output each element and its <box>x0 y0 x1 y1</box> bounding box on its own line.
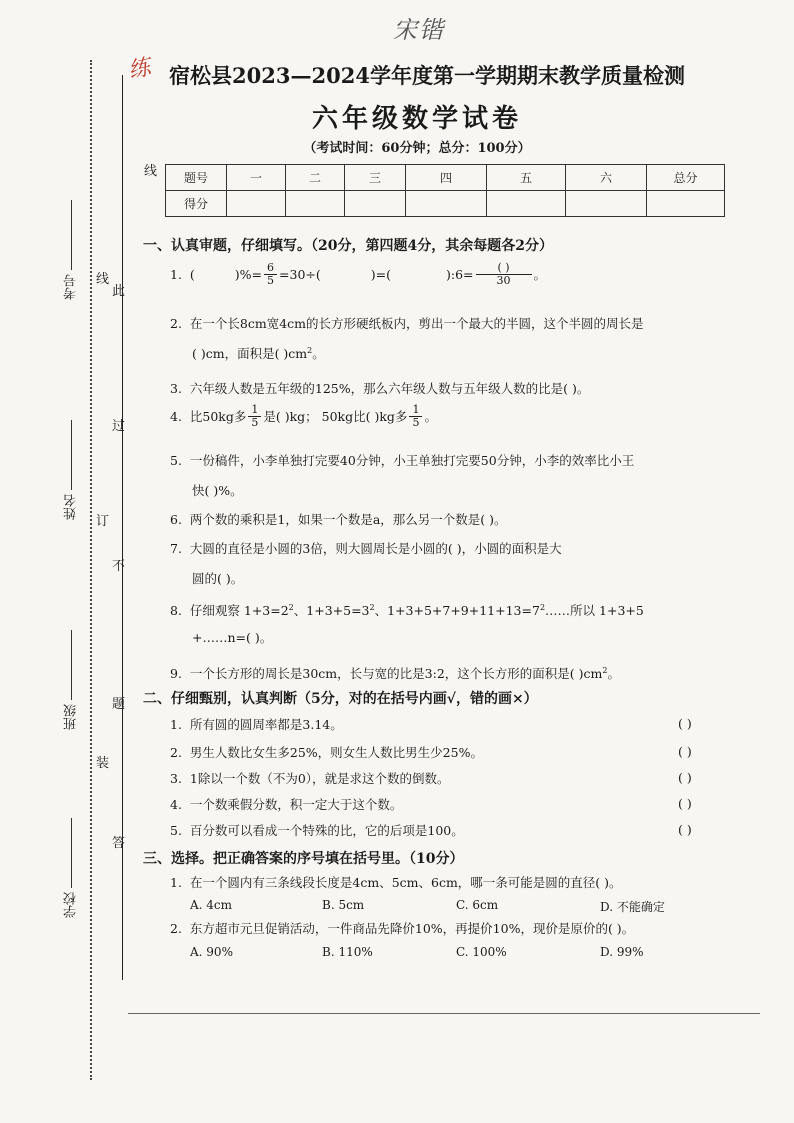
score-cell[interactable] <box>566 191 647 217</box>
score-cell[interactable] <box>286 191 345 217</box>
warning-char: 不 <box>112 559 126 574</box>
answer-paren[interactable]: ( ) <box>678 796 692 811</box>
binding-char: 线 <box>96 272 110 287</box>
judgment-item: 4. 一个数乘假分数，积一定大于这个数。 <box>170 797 403 812</box>
fraction: $\frac{1}{5}$ <box>409 404 422 429</box>
choice-option[interactable]: B. 5cm <box>322 898 365 912</box>
score-table-column: 二 <box>286 165 345 191</box>
warning-char: 答 <box>112 836 126 851</box>
choice-question: 2. 东方超市元旦促销活动，一件商品先降价10%，再提价10%，现价是原价的( )。 <box>170 921 635 936</box>
choice-option[interactable]: B. 110% <box>322 945 373 959</box>
handwritten-left-note: 练 <box>126 54 153 84</box>
question-1: 1. ( )%= $\frac{6}{5}$ =30÷( )=( ):6= $\frac{( )}{30}$ 。 <box>170 261 547 287</box>
question-7-cont: 圆的( )。 <box>192 571 244 586</box>
school-title: 宿松县2023—2024学年度第一学期期末教学质量检测 <box>169 63 685 88</box>
question-8-cont: +……n=( )。 <box>192 630 273 645</box>
choice-option[interactable]: D. 99% <box>600 945 644 959</box>
binding-char: 装 <box>96 756 110 771</box>
choice-option[interactable]: A. 90% <box>190 945 233 959</box>
score-cell[interactable] <box>487 191 566 217</box>
fraction: $\frac{1}{5}$ <box>248 404 261 429</box>
choice-option[interactable]: C. 6cm <box>456 898 499 912</box>
choice-option[interactable]: D. 不能确定 <box>600 900 665 914</box>
question-4: 4. 比50kg多 $\frac{1}{5}$ 是( )kg； 50kg比( )kg多 $\frac{1}{5}$ 。 <box>170 403 437 429</box>
score-cell[interactable] <box>406 191 487 217</box>
score-table-column: 一 <box>227 165 286 191</box>
score-table-column: 总分 <box>647 165 725 191</box>
score-table-header-row <box>166 165 725 191</box>
judgment-item: 2. 男生人数比女生多25%，则女生人数比男生少25%。 <box>170 745 483 760</box>
question-2-cont: ( )cm，面积是( )$cm^2$。 <box>192 345 325 361</box>
section1-heading: 一、认真审题，仔细填写。（20分，第四题4分，其余每题各2分） <box>143 238 553 254</box>
score-table-score-row <box>166 191 725 217</box>
warning-char: 题 <box>112 697 126 712</box>
name-label: 姓名 <box>62 420 81 520</box>
answer-paren[interactable]: ( ) <box>678 716 692 731</box>
score-table-column: 三 <box>345 165 406 191</box>
question-7: 7. 大圆的直径是小圆的3倍，则大圆周长是小圆的( )，小圆的面积是大 <box>170 541 562 556</box>
answer-paren[interactable]: ( ) <box>678 744 692 759</box>
choice-option[interactable]: A. 4cm <box>190 898 233 912</box>
section3-heading: 三、选择。把正确答案的序号填在括号里。（10分） <box>143 851 464 867</box>
question-2: 2. 在一个长8cm宽4cm的长方形硬纸板内，剪出一个最大的半圆，这个半圆的周长是 <box>170 316 644 331</box>
judgment-item: 3. 1除以一个数（不为0），就是求这个数的倒数。 <box>170 771 450 786</box>
fraction: $\frac{( )}{30}$ <box>476 262 532 287</box>
answer-paren[interactable]: ( ) <box>678 770 692 785</box>
score-cell[interactable] <box>227 191 286 217</box>
binding-char: 订 <box>96 514 110 529</box>
score-table-label: 题号 <box>166 165 227 191</box>
question-9: 9. 一个长方形的周长是30cm，长与宽的比是3:2，这个长方形的面积是( )$cm^2$。 <box>170 666 620 682</box>
binding-char: 线 <box>144 164 158 179</box>
score-cell[interactable] <box>647 191 725 217</box>
class-label: 班级 <box>62 630 81 730</box>
choice-option[interactable]: C. 100% <box>456 945 507 959</box>
question-3: 3. 六年级人数是五年级的125%，那么六年级人数与五年级人数的比是( )。 <box>170 381 590 396</box>
school-label: 学校 <box>62 818 81 918</box>
choice-question: 1. 在一个圆内有三条线段长度是4cm、5cm、6cm，哪一条可能是圆的直径( )。 <box>170 875 622 890</box>
fraction: $\frac{6}{5}$ <box>264 262 277 287</box>
judgment-item: 1. 所有圆的圆周率都是3.14。 <box>170 717 343 732</box>
warning-char: 此 <box>112 284 126 299</box>
judgment-item: 5. 百分数可以看成一个特殊的比，它的后项是100。 <box>170 823 464 838</box>
binding-dotted-line <box>90 60 92 1080</box>
question-6: 6. 两个数的乘积是1，如果一个数是a，那么另一个数是( )。 <box>170 512 507 527</box>
score-table-column: 六 <box>566 165 647 191</box>
answer-paren[interactable]: ( ) <box>678 822 692 837</box>
question-5-cont: 快( )%。 <box>192 483 243 498</box>
score-table <box>165 164 725 217</box>
score-cell[interactable] <box>345 191 406 217</box>
exam-info: （考试时间：60分钟；总分：100分） <box>303 141 531 156</box>
score-table-label: 得分 <box>166 191 227 217</box>
page-divider <box>128 1013 760 1014</box>
paper-title: 六年级数学试卷 <box>311 104 522 134</box>
question-5: 5. 一份稿件，小李单独打完要40分钟，小王单独打完要50分钟，小李的效率比小王 <box>170 453 635 468</box>
warning-char: 过 <box>112 419 126 434</box>
student-id-label: 考号 <box>62 200 81 300</box>
handwritten-top-note: 宋锴 <box>393 16 445 44</box>
score-table-column: 四 <box>406 165 487 191</box>
question-8: 8. 仔细观察 $1+3=2^2$、$1+3+5=3^2$、$1+3+5+7+9+11+13=7^2\dots\dots$所以 1+3+5 <box>170 603 644 619</box>
score-table-column: 五 <box>487 165 566 191</box>
section2-heading: 二、仔细甄别，认真判断（5分，对的在括号内画√，错的画×） <box>143 691 538 707</box>
